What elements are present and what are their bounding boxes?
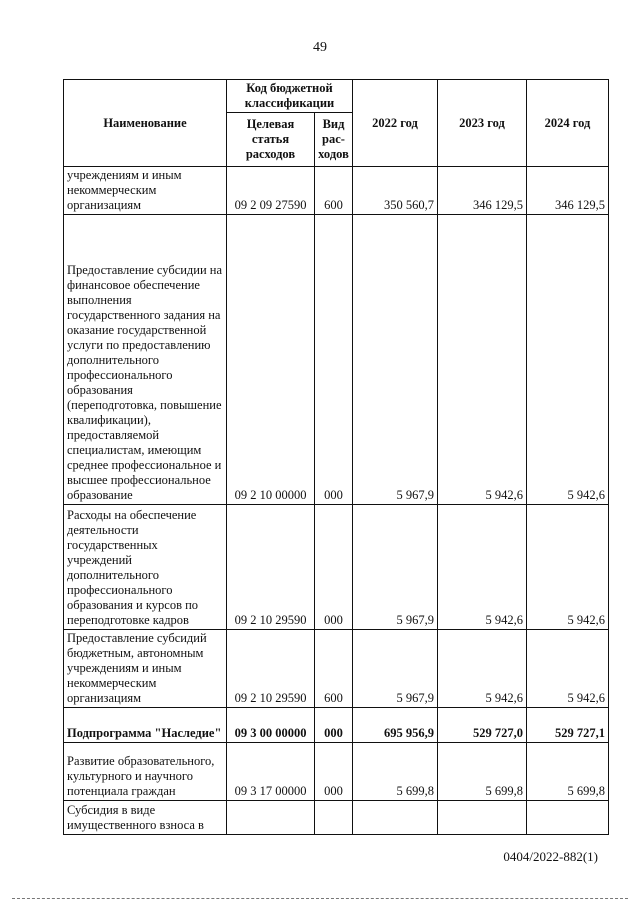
row-expense-type: 000 [315, 743, 353, 801]
bottom-rule [12, 898, 628, 899]
row-value-2022: 5 967,9 [353, 215, 438, 505]
table-row [64, 167, 609, 215]
header-name: Наименование [64, 80, 227, 167]
table-row [64, 505, 609, 630]
page-number: 49 [313, 40, 327, 55]
row-value-2024: 346 129,5 [527, 167, 609, 215]
row-value-2023: 5 942,6 [438, 630, 527, 708]
header-code: Целевая статья расходов [227, 113, 315, 167]
row-name: учреждениям и иным некоммерческим организациям [64, 167, 227, 215]
table-row [64, 801, 609, 835]
header-2024: 2024 год [527, 80, 609, 167]
row-expense-type: 000 [315, 215, 353, 505]
row-target-code [227, 801, 315, 835]
header-2023: 2023 год [438, 80, 527, 167]
row-name: Развитие образовательного, культурного и научного потенциала граждан [64, 743, 227, 801]
row-expense-type: 600 [315, 167, 353, 215]
row-value-2023 [438, 801, 527, 835]
row-value-2022: 5 699,8 [353, 743, 438, 801]
header-kbk-group: Код бюджетной классификации [227, 80, 353, 113]
row-value-2023: 5 942,6 [438, 505, 527, 630]
row-expense-type [315, 801, 353, 835]
row-value-2024: 5 942,6 [527, 215, 609, 505]
row-name: Расходы на обеспечение деятельности государственных учреждений дополнительного профессионального образования и курсов по переподготовке кадров [64, 505, 227, 630]
header-2022: 2022 год [353, 80, 438, 167]
row-value-2023: 5 942,6 [438, 215, 527, 505]
row-name: Предоставление субсидии на финансовое обеспечение выполнения государственного задания на оказание государственной услуги по предоставлению дополнительного профессионального образования (переподготовка, повышение квалификации), предоставляемой специалистам, имеющим среднее профессиональное и высшее профессиональное образование [64, 215, 227, 505]
row-value-2024 [527, 801, 609, 835]
row-value-2022: 350 560,7 [353, 167, 438, 215]
row-value-2024: 5 942,6 [527, 630, 609, 708]
row-value-2022: 695 956,9 [353, 708, 438, 743]
row-value-2022: 5 967,9 [353, 630, 438, 708]
row-target-code: 09 2 10 29590 [227, 630, 315, 708]
row-value-2022: 5 967,9 [353, 505, 438, 630]
row-value-2023: 529 727,0 [438, 708, 527, 743]
row-value-2024: 5 942,6 [527, 505, 609, 630]
row-expense-type: 000 [315, 505, 353, 630]
row-target-code: 09 3 00 00000 [227, 708, 315, 743]
budget-table [63, 79, 609, 835]
row-target-code: 09 2 10 00000 [227, 215, 315, 505]
table-row [64, 708, 609, 743]
table-row [64, 743, 609, 801]
row-expense-type: 000 [315, 708, 353, 743]
table-row [64, 215, 609, 505]
row-value-2023: 346 129,5 [438, 167, 527, 215]
document-code: 0404/2022-882(1) [503, 849, 598, 864]
row-name: Подпрограмма "Наследие" [64, 708, 227, 743]
row-value-2022 [353, 801, 438, 835]
table-body [64, 167, 609, 835]
row-value-2023: 5 699,8 [438, 743, 527, 801]
row-name: Субсидия в виде имущественного взноса в [64, 801, 227, 835]
header-vid: Вид рас-ходов [315, 113, 353, 167]
row-target-code: 09 3 17 00000 [227, 743, 315, 801]
row-expense-type: 600 [315, 630, 353, 708]
row-name: Предоставление субсидий бюджетным, автономным учреждениям и иным некоммерческим организациям [64, 630, 227, 708]
row-target-code: 09 2 10 29590 [227, 505, 315, 630]
row-value-2024: 529 727,1 [527, 708, 609, 743]
row-target-code: 09 2 09 27590 [227, 167, 315, 215]
row-value-2024: 5 699,8 [527, 743, 609, 801]
table-row [64, 630, 609, 708]
